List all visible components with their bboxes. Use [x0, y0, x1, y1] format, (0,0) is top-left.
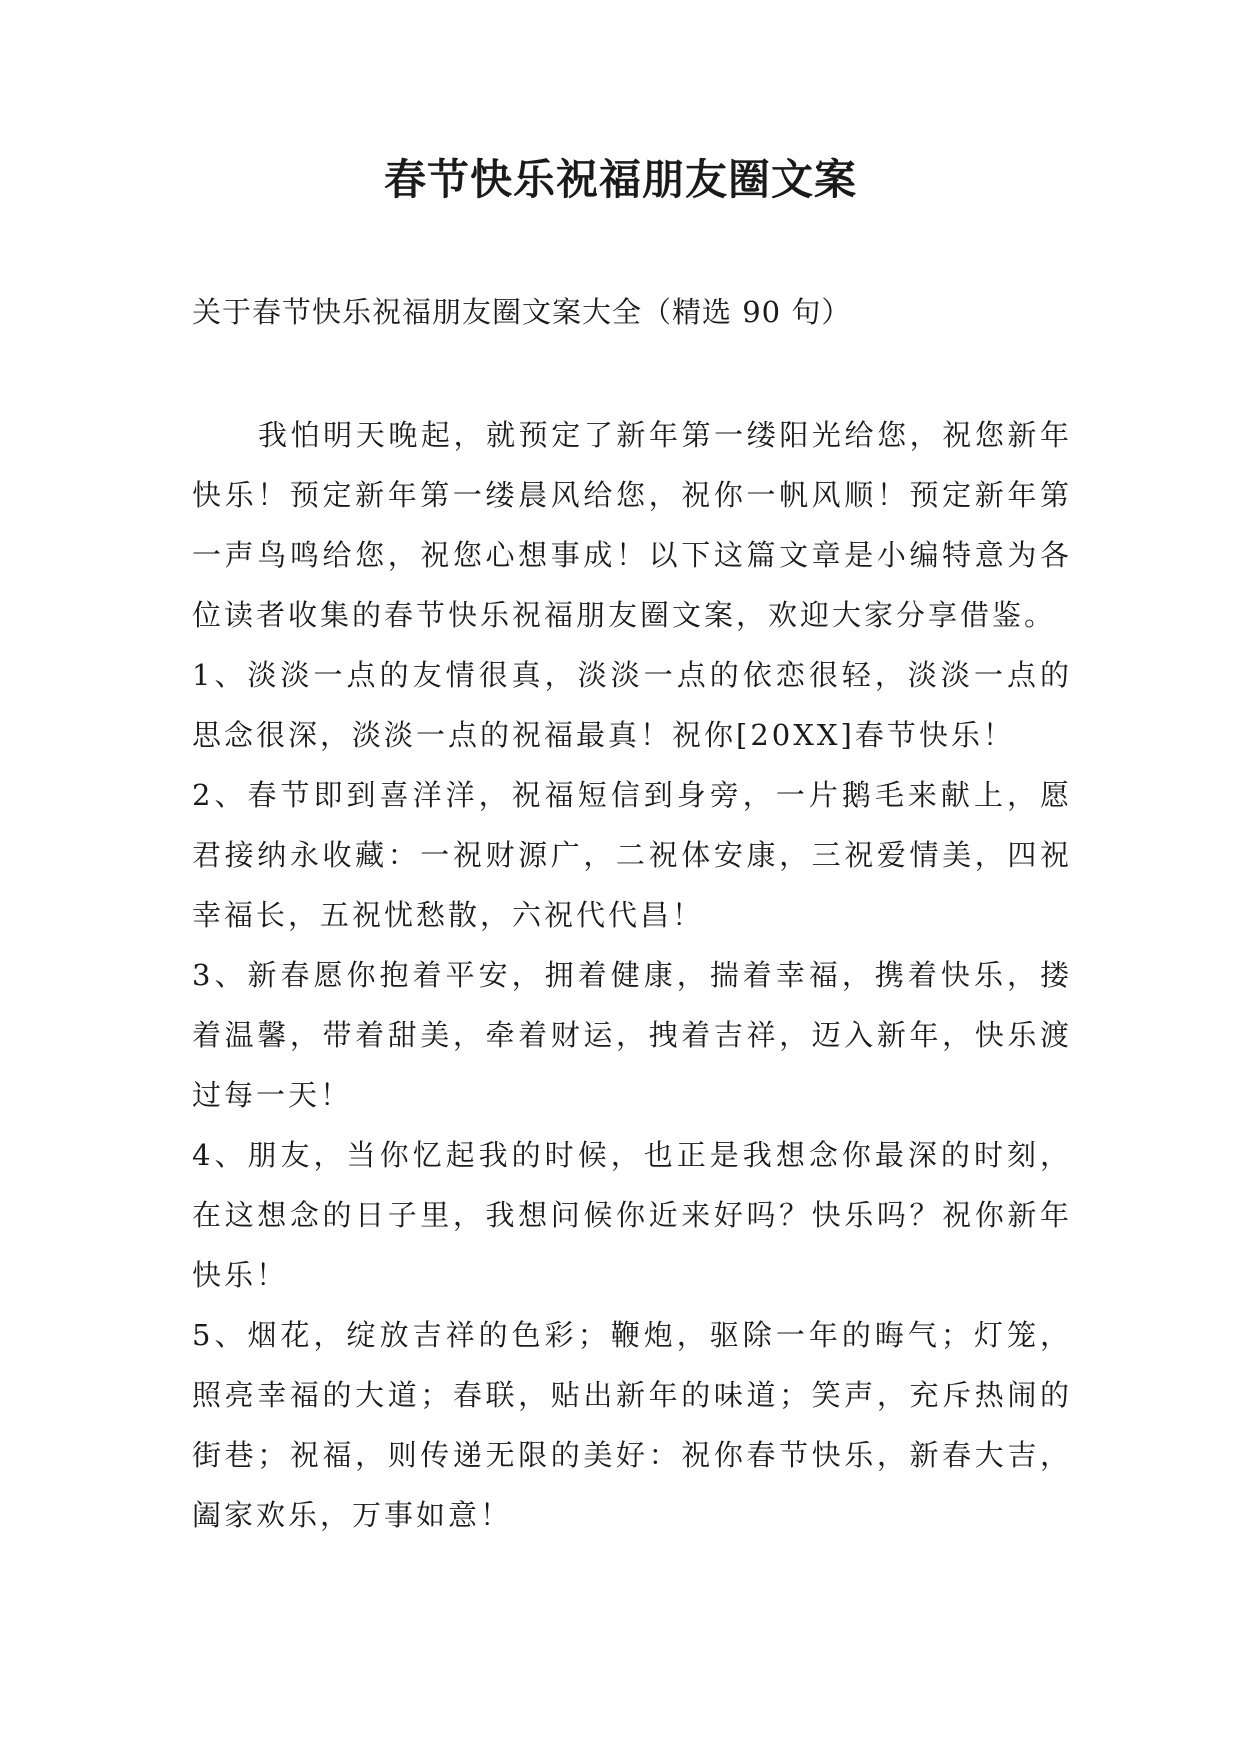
document-subtitle: 关于春节快乐祝福朋友圈文案大全（精选 90 句） [192, 295, 852, 329]
list-item: 4、朋友，当你忆起我的时候，也正是我想念你最深的时刻，在这想念的日子里，我想问候你近来好吗？快乐吗？祝你新年快乐！ [192, 1138, 1072, 1292]
document-body [192, 405, 1072, 1545]
list-item: 3、新春愿你抱着平安，拥着健康，揣着幸福，携着快乐，搂着温馨，带着甜美，牵着财运，拽着吉祥，迈入新年，快乐渡过每一天！ [192, 958, 1072, 1112]
list-item: 5、烟花，绽放吉祥的色彩；鞭炮，驱除一年的晦气；灯笼，照亮幸福的大道；春联，贴出新年的味道；笑声，充斥热闹的街巷；祝福，则传递无限的美好：祝你春节快乐，新春大吉，阖家欢乐，万事如意！ [192, 1318, 1072, 1532]
list-item: 1、淡淡一点的友情很真，淡淡一点的依恋很轻，淡淡一点的思念很深，淡淡一点的祝福最真！祝你[20XX]春节快乐！ [192, 658, 1072, 752]
document-title: 春节快乐祝福朋友圈文案 [383, 155, 857, 204]
list-item: 2、春节即到喜洋洋，祝福短信到身旁，一片鹅毛来献上，愿君接纳永收藏：一祝财源广，二祝体安康，三祝爱情美，四祝幸福长，五祝忧愁散，六祝代代昌！ [192, 778, 1072, 932]
intro-paragraph: 我怕明天晚起，就预定了新年第一缕阳光给您，祝您新年快乐！预定新年第一缕晨风给您，祝你一帆风顺！预定新年第一声鸟鸣给您，祝您心想事成！以下这篇文章是小编特意为各位读者收集的春节快乐祝福朋友圈文案，欢迎大家分享借鉴。 [192, 418, 1072, 632]
